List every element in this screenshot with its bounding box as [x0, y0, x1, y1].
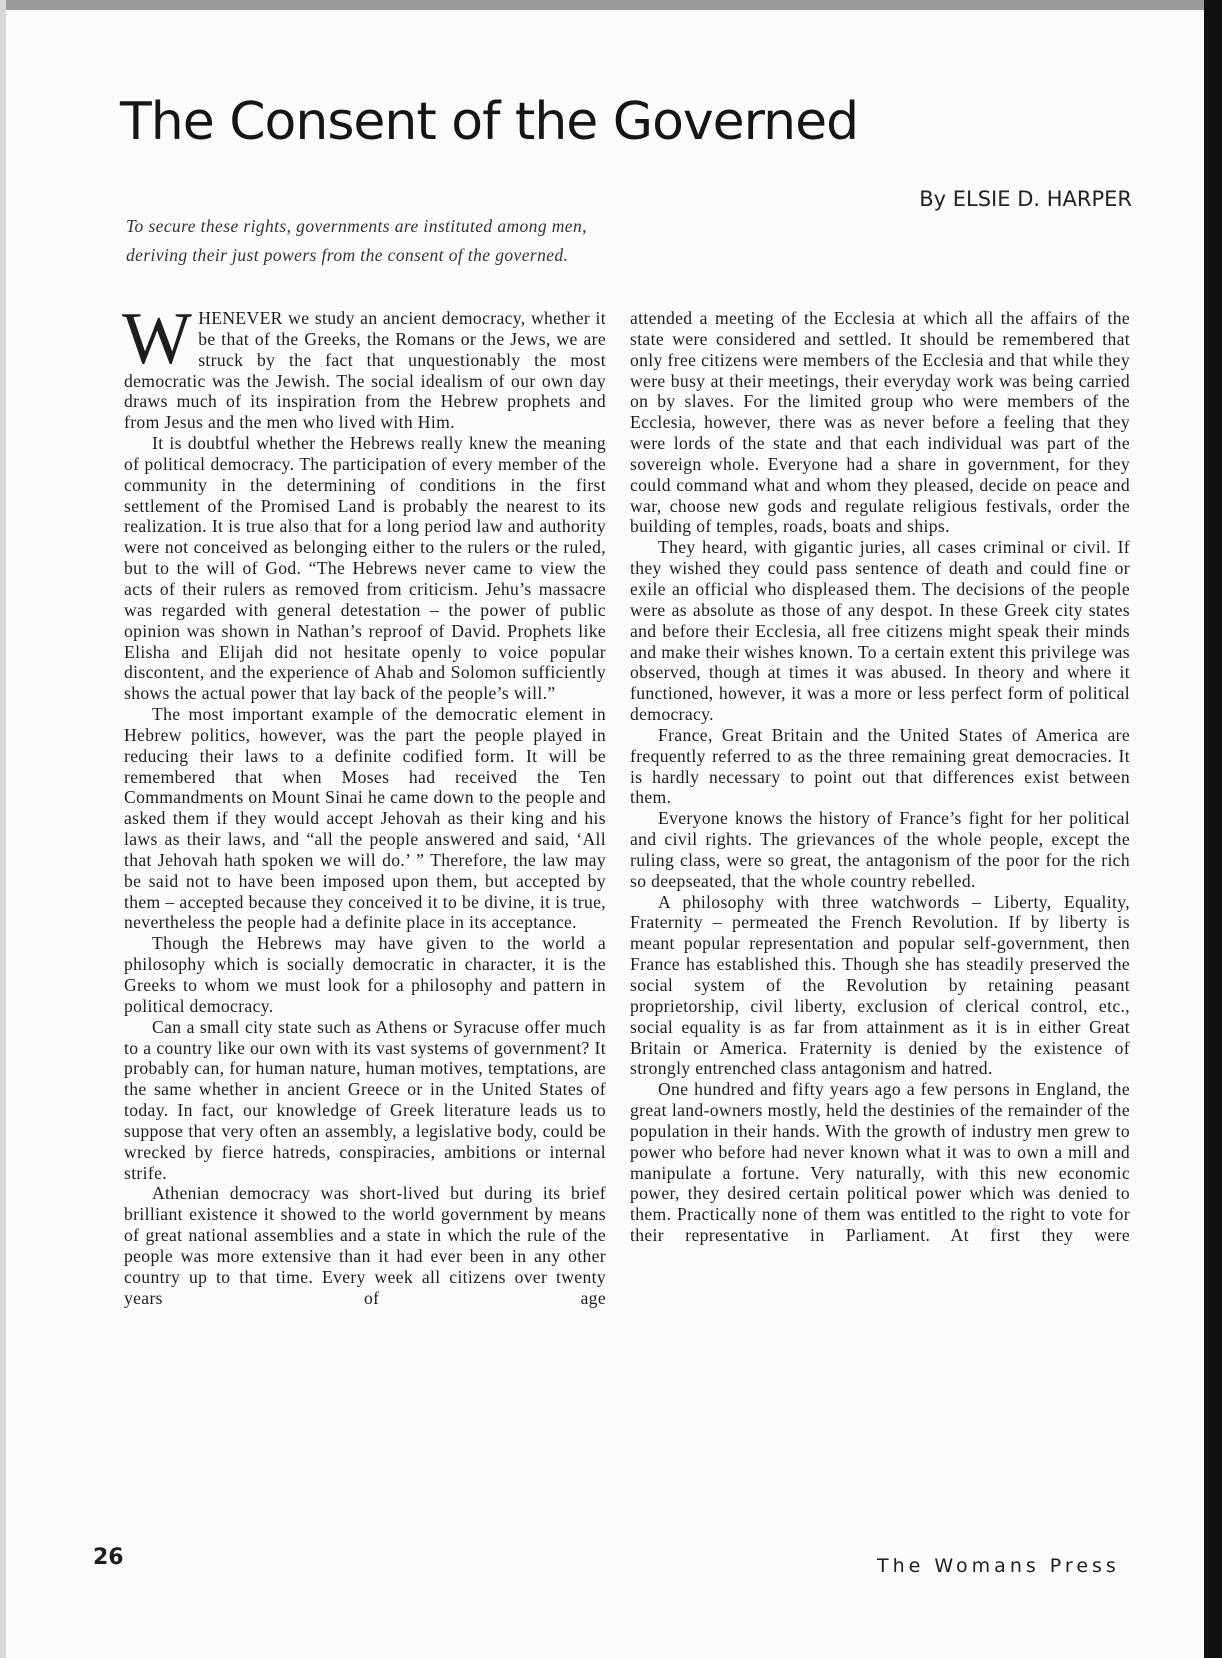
paragraph: They heard, with gigantic juries, all cases criminal or civil. If they wished they could pass sentence of death and could fine or exile an official who displeased them. The decisions of the people were as absolute as those of any despot. In these Greek city states and before their Ecclesia, all free citizens might speak their minds and make their wishes known. To a certain extent this privilege was observed, though at times it was abused. In theory and where it functioned, however, it was a more or less perfect form of political democracy. — [630, 537, 1130, 725]
scan-top-border — [0, 0, 1222, 10]
author-byline: By ELSIE D. HARPER — [919, 187, 1132, 211]
paragraph: France, Great Britain and the United States of America are frequently referred to as the three remaining great democracies. It is hardly necessary to point out that differences exist between them. — [630, 724, 1130, 808]
scan-right-edge — [1204, 0, 1222, 1658]
paragraph: A philosophy with three watchwords – Liberty, Equality, Fraternity – permeated the French Revolution. If by liberty is meant popular representation and popular self-government, then France has established this. Though she has steadily preserved the social system of the Revolution by retaining peasant proprietorship, civil liberty, exclusion of clerical control, etc., social equality is as far from attainment as it is in either Great Britain or America. Fraternity is denied by the existence of strongly entrenched class antagonism and hatred. — [630, 891, 1130, 1079]
right-column — [630, 308, 1130, 1246]
paragraph — [122, 298, 606, 433]
drop-cap: W — [122, 298, 193, 380]
paragraph: Though the Hebrews may have given to the world a philosophy which is socially democratic in character, it is the Greeks to whom we must look for a philosophy and pattern in political democracy. — [124, 933, 606, 1016]
paragraph: attended a meeting of the Ecclesia at which all the affairs of the state were considered and settled. It should be remembered that only free citizens were members of the Ecclesia and that while they were busy at their meetings, their everyday work was being carried on by slaves. For the limited group who were members of the Ecclesia, however, there was as never before a feeling that they were lords of the state and that each individual was part of the sovereign whole. Everyone had a share in government, for they could command what and whom they pleased, decide on peace and war, choose new gods and regulate religious festivals, order the building of temples, roads, boats and ships. — [630, 308, 1130, 537]
epigraph-line: To secure these rights, governments are instituted among men, — [126, 216, 587, 236]
paragraph-text: HENEVER we study an ancient democracy, whether it be that of the Greeks, the Romans or the Jews, we are struck by the fact that unquestionably the most democratic was the Jewish. The social idealism of our own day draws much of its inspiration from the Hebrew prophets and from Jesus and the men who lived with Him. — [124, 308, 606, 433]
epigraph — [126, 212, 587, 270]
left-column — [122, 298, 606, 1309]
page-number: 26 — [93, 1545, 124, 1570]
paragraph: Athenian democracy was short-lived but during its brief brilliant existence it showed to the world government by means of great national assemblies and a state in which the rule of the people was more extensive than it had ever been in any other country up to that time. Every week all citizens over twenty years of age — [124, 1183, 606, 1308]
paragraph: Can a small city state such as Athens or Syracuse offer much to a country like our own with its vast systems of government? It probably can, for human nature, human motives, temptations, are the same whether in ancient Greece or in the United States of today. In fact, our knowledge of Greek literature leads us to suppose that very often an assembly, a legislative body, could be wrecked by fierce hatreds, conspiracies, ambitions or internal strife. — [124, 1016, 606, 1183]
paragraph: It is doubtful whether the Hebrews really knew the meaning of political democracy. The participation of every member of the community in the determining of conditions in the first settlement of the Promised Land is probably the nearest to its realization. It is true also that for a long period law and authority were not conceived as belonging either to the rulers or the ruled, but to the will of God. “The Hebrews never came to view the acts of their rulers as removed from criticism. Jehu’s massacre was regarded with general detestation – the power of public opinion was shown in Nathan’s reproof of David. Prophets like Elisha and Elijah did not hesitate openly to voice popular discontent, and the experience of Ahab and Solomon sufficiently shows the actual power that lay back of the people’s will.” — [124, 433, 606, 704]
paragraph: Everyone knows the history of France’s fight for her political and civil rights. The grievances of the whole people, except the ruling class, were so great, the antagonism of the poor for the rich so deepseated, that the whole country rebelled. — [630, 808, 1130, 891]
scan-left-edge — [0, 0, 6, 1658]
epigraph-line: deriving their just powers from the consent of the governed. — [126, 245, 569, 265]
article-title: The Consent of the Governed — [120, 92, 859, 152]
paragraph: The most important example of the democratic element in Hebrew politics, however, was the part the people played in reducing their laws to a definite codified form. It will be remembered that when Moses had received the Ten Commandments on Mount Sinai he came down to the people and asked them if they would accept Jehovah as their king and his laws as their laws, and “all the people answered and said, ‘All that Jehovah hath spoken we will do.’ ” Therefore, the law may be said not to have been imposed upon them, but accepted by them – accepted because they conceived it to be divine, it is true, nevertheless the people had a definite place in its acceptance. — [124, 704, 606, 933]
publication-name: The Womans Press — [877, 1555, 1120, 1577]
paragraph: One hundred and fifty years ago a few persons in England, the great land-owners mostly, held the destinies of the remainder of the population in their hands. With the growth of industry men grew to power who before had never known what it was to own a mill and manipulate a fortune. Very naturally, with this new economic power, they desired certain political power which was denied to them. Practically none of them was entitled to the right to vote for their representative in Parliament. At first they were — [630, 1079, 1130, 1246]
